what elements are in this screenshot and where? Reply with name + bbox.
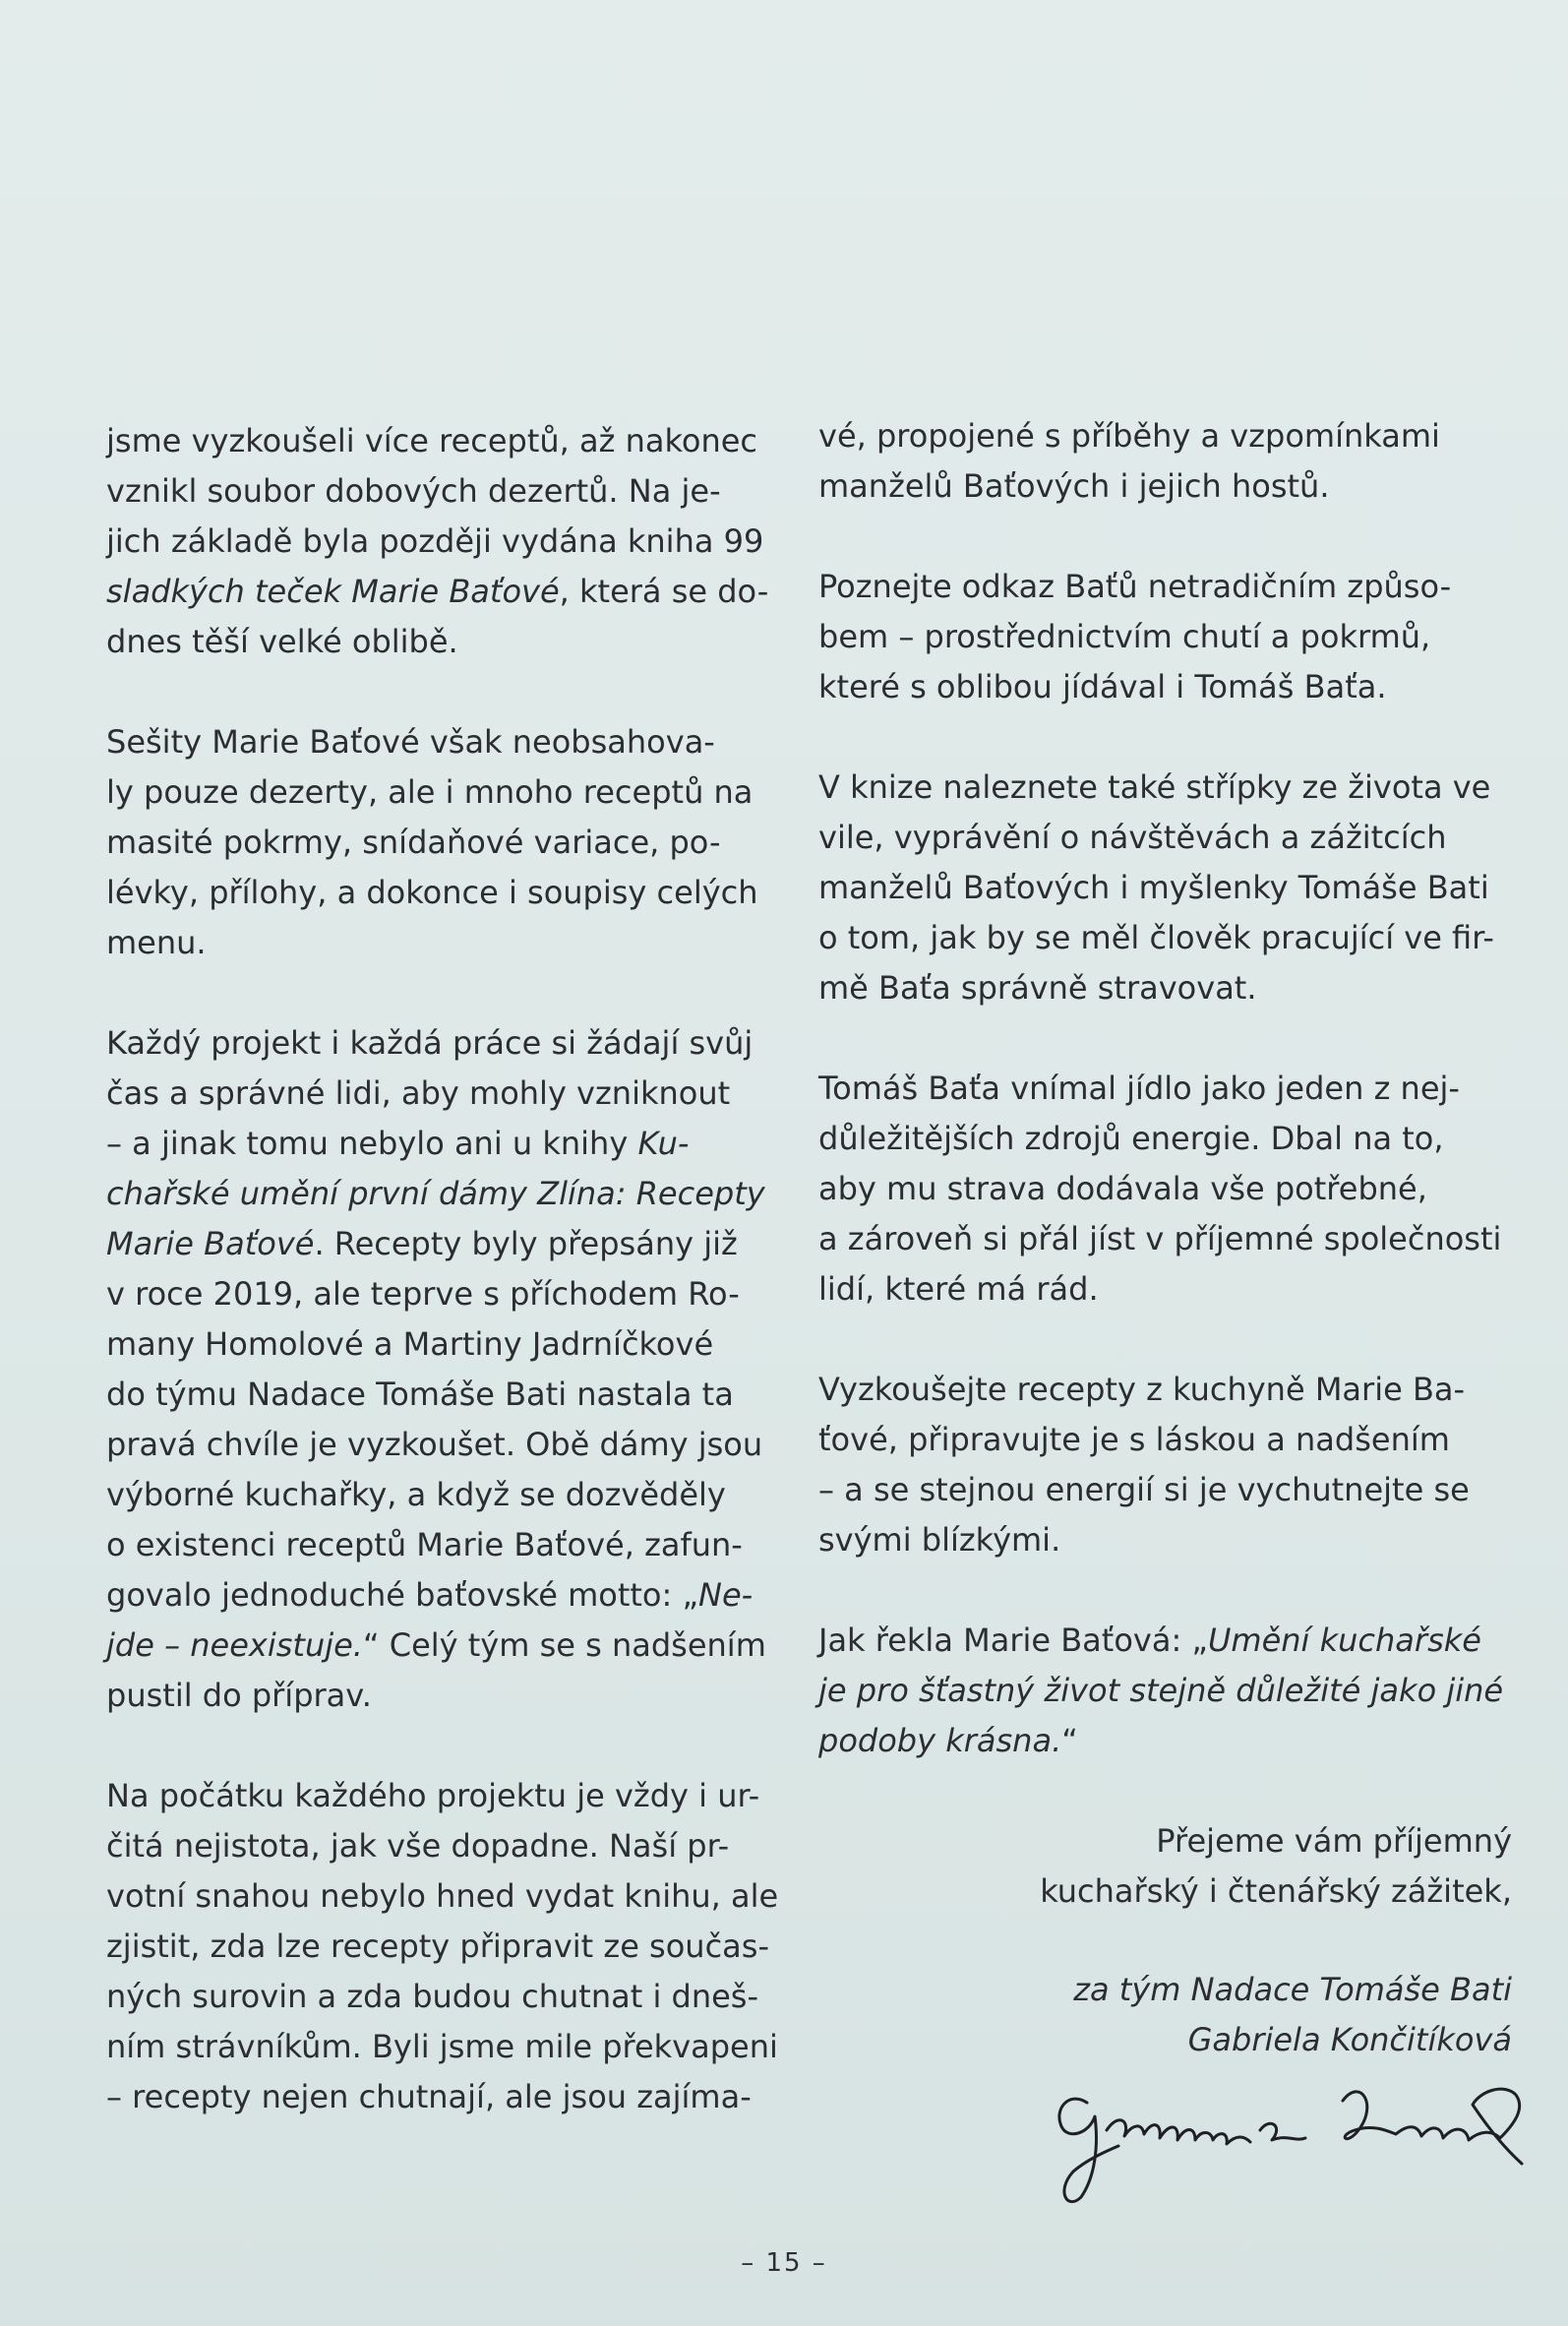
text-line: manželů Baťových i myšlenky Tomáše Bati (818, 869, 1489, 906)
paragraph (106, 1771, 790, 2122)
text-fragment: “ Celý tým se s nadšením (362, 1626, 766, 1664)
book-title-italic: Ku- (637, 1125, 690, 1162)
paragraph (106, 1018, 790, 1721)
text-fragment: , která se do- (559, 573, 769, 610)
text-line: vznikl soubor dobových dezertů. Na je- (106, 472, 721, 510)
text-line (818, 1616, 1512, 1666)
text-line: Sešity Marie Baťové však neobsahova- (106, 723, 715, 761)
motto-italic: jde – neexistuje. (106, 1626, 363, 1664)
team-line: za tým Nadace Tomáše Bati (1073, 1971, 1512, 2008)
text-line: mě Baťa správně stravovat. (818, 969, 1257, 1007)
text-line: vile, vyprávění o návštěvách a zážitcích (818, 819, 1447, 856)
text-line (106, 567, 790, 617)
text-line: které s oblibou jídával i Tomáš Baťa. (818, 668, 1387, 705)
text-line: svými blízkými. (818, 1521, 1061, 1559)
motto-italic: Ne- (698, 1576, 754, 1614)
text-line: zjistit, zda lze recepty připravit ze součas- (106, 1928, 769, 1965)
text-line: kuchařský i čtenářský zážitek, (1040, 1872, 1512, 1910)
paragraph (818, 411, 1512, 512)
text-line: pustil do příprav. (106, 1677, 372, 1714)
sign-off (818, 1965, 1512, 2065)
text-line: lévky, přílohy, a dokonce i soupisy celých (106, 874, 758, 911)
text-line: jich základě byla později vydána kniha 99 (106, 522, 764, 560)
text-line: čitá nejistota, jak vše dopadne. Naší pr- (106, 1827, 730, 1865)
text-line: manželů Baťových i jejich hostů. (818, 467, 1330, 505)
text-fragment: . Recepty byly přepsány již (314, 1225, 738, 1262)
text-line: je pro šťastný život stejně důležité jako jiné (818, 1672, 1504, 1709)
paragraph (818, 1365, 1512, 1565)
text-line: Přejeme vám příjemný (1156, 1822, 1512, 1860)
text-line: – recepty nejen chutnají, ale jsou zajíma- (106, 2078, 752, 2115)
text-line: ťové, připravujte je s láskou a nadšením (818, 1421, 1450, 1458)
text-line: výborné kuchařky, a když se dozvěděly (106, 1476, 726, 1513)
text-fragment: “ (1061, 1722, 1078, 1759)
right-column (818, 411, 1512, 2065)
text-line: aby mu strava dodávala vše potřebné, (818, 1170, 1427, 1207)
text-line: V knize naleznete také střípky ze života ve (818, 768, 1491, 806)
text-line (106, 1119, 790, 1169)
paragraph (818, 1064, 1512, 1315)
text-line: masité pokrmy, snídaňové variace, po- (106, 824, 721, 861)
closing-wishes (818, 1816, 1512, 1917)
text-line: votní snahou nebylo hned vydat knihu, ale (106, 1877, 779, 1915)
handwritten-signature-icon (1048, 2061, 1530, 2209)
quote-italic: Umění kuchařské (1207, 1622, 1481, 1659)
text-line: ním strávníkům. Byli jsme mile překvapeni (106, 2028, 778, 2065)
text-line: pravá chvíle je vyzkoušet. Obě dámy jsou (106, 1426, 763, 1463)
text-line: – a se stejnou energií si je vychutnejte se (818, 1471, 1470, 1508)
text-line: do týmu Nadace Tomáše Bati nastala ta (106, 1376, 734, 1413)
text-line: o tom, jak by se měl člověk pracující ve fir- (818, 919, 1494, 956)
text-line: lidí, které má rád. (818, 1270, 1099, 1308)
paragraph (106, 416, 790, 667)
text-line: ných surovin a zda budou chutnat i dneš- (106, 1978, 759, 2015)
text-line: bem – prostřednictvím chutí a pokrmů, (818, 618, 1431, 655)
text-fragment: Jak řekla Marie Baťová: „ (818, 1622, 1208, 1659)
text-line: důležitějších zdrojů energie. Dbal na to, (818, 1120, 1444, 1157)
text-line (106, 1621, 790, 1671)
text-line: Poznejte odkaz Baťů netradičním způso- (818, 568, 1452, 605)
text-fragment: – a jinak tomu nebylo ani u knihy (106, 1125, 638, 1162)
quote-italic: podoby krásna. (818, 1722, 1062, 1759)
text-line: Tomáš Baťa vnímal jídlo jako jeden z nej- (818, 1070, 1460, 1107)
text-line: vé, propojené s příběhy a vzpomínkami (818, 417, 1440, 455)
text-line: ly pouze dezerty, ale i mnoho receptů na (106, 773, 754, 811)
paragraph (818, 763, 1512, 1013)
text-line: v roce 2019, ale teprve s příchodem Ro- (106, 1275, 740, 1313)
book-title-italic: sladkých teček Marie Baťové (106, 573, 560, 610)
text-line: a zároveň si přál jíst v příjemné společnosti (818, 1220, 1502, 1257)
text-line: menu. (106, 924, 207, 961)
text-line: jsme vyzkoušeli více receptů, až nakonec (106, 422, 758, 459)
page-number: – 15 – (741, 2248, 827, 2278)
text-line: Na počátku každého projektu je vždy i ur- (106, 1777, 760, 1814)
text-line: Každý projekt i každá práce si žádají svůj (106, 1024, 754, 1062)
text-line: dnes těší velké oblibě. (106, 623, 458, 660)
text-fragment: govalo jednoduché baťovské motto: „ (106, 1576, 699, 1614)
text-line: čas a správné lidi, aby mohly vzniknout (106, 1074, 731, 1112)
author-name: Gabriela Končitíková (1187, 2021, 1512, 2058)
left-column (106, 416, 790, 2173)
paragraph (818, 562, 1512, 712)
text-line: o existenci receptů Marie Baťové, zafun- (106, 1526, 743, 1563)
text-line (106, 1219, 790, 1269)
paragraph (106, 717, 790, 968)
text-line (106, 1570, 790, 1621)
text-line: Vyzkoušejte recepty z kuchyně Marie Ba- (818, 1371, 1466, 1408)
text-line (818, 1716, 1512, 1766)
book-title-italic: Marie Baťové (106, 1225, 315, 1262)
text-line: chařské umění první dámy Zlína: Recepty (106, 1175, 765, 1212)
text-line: many Homolové a Martiny Jadrníčkové (106, 1325, 714, 1363)
quote-paragraph (818, 1616, 1512, 1766)
